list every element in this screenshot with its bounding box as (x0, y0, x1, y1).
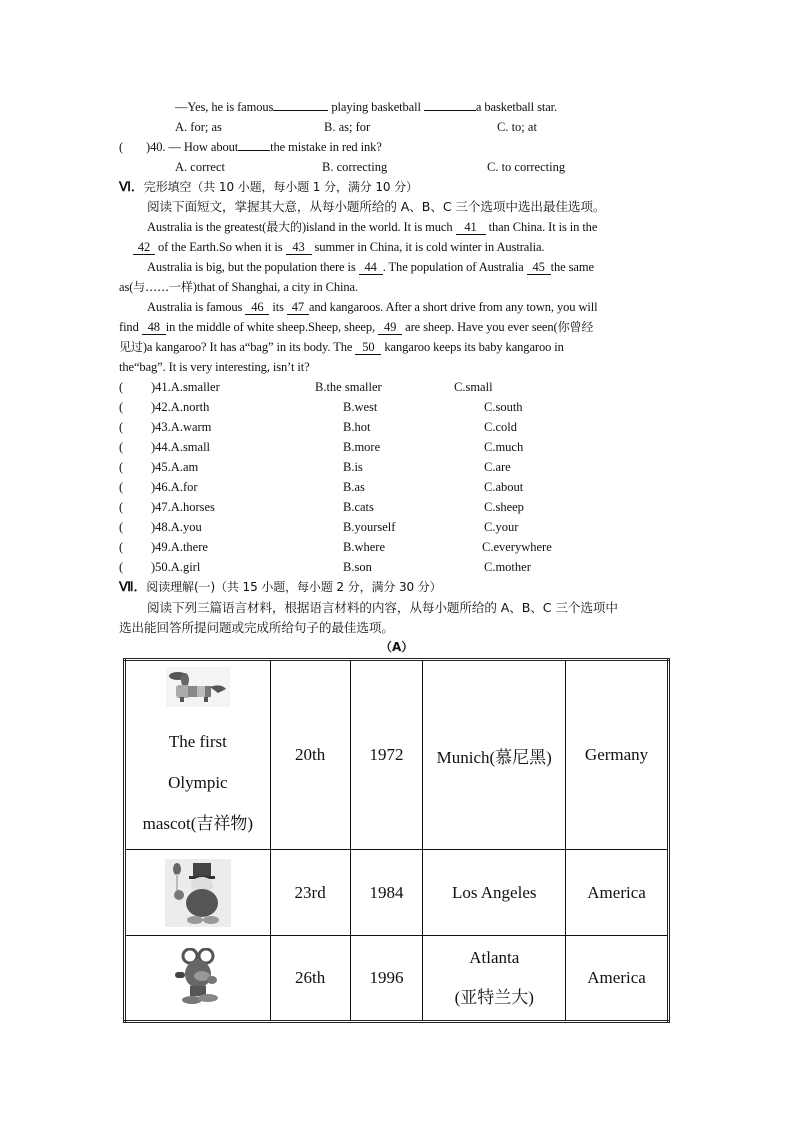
option-c: C.about (484, 480, 524, 494)
answer-paren[interactable]: ( (119, 460, 124, 474)
section7-roman: Ⅶ． (119, 579, 147, 594)
country-cell: America (566, 936, 669, 1022)
option-a: )42.A.north (151, 400, 210, 414)
passage-text: in the middle of white sheep.Sheep, sheep, (165, 320, 379, 334)
option-c: C.small (454, 380, 493, 394)
passage-a-caption: （A） (380, 640, 414, 654)
q39-option-b: B. as; for (324, 120, 371, 134)
answer-paren[interactable]: ( (119, 540, 124, 554)
option-c: C.south (484, 400, 523, 414)
year-cell: 1972 (350, 660, 423, 850)
olympic-mascot-table (123, 658, 670, 1023)
passage-line-7 (119, 337, 564, 357)
passage-text: )island in the world. It is much (301, 220, 456, 234)
blank-42[interactable]: 42 (133, 240, 155, 255)
section7-heading (119, 577, 442, 597)
country-cell: America (566, 850, 669, 936)
section6-roman: Ⅵ． (119, 179, 144, 194)
blank-46[interactable]: 46 (245, 300, 269, 315)
q40-stem-line (146, 137, 382, 157)
section6-title: 完形填空（共 10 小题，每小题 1 分，满分 10 分） (143, 180, 418, 194)
passage-text: and kangaroos. After a short drive from any town, you will (308, 300, 598, 314)
option-a: )47.A.horses (151, 500, 215, 514)
option-a: )43.A.warm (151, 420, 212, 434)
option-b: B.cats (343, 500, 374, 514)
q39-mid: playing basketball (331, 100, 421, 114)
q40-option-c: C. to correcting (487, 160, 566, 174)
answer-paren[interactable]: ( (119, 500, 124, 514)
passage-text: )that of Shanghai, a city in China. (192, 280, 359, 294)
passage-line-8: the“bag”. It is very interesting, isn’t it? (119, 360, 310, 374)
edition-cell: 20th (270, 660, 350, 850)
option-b: B.more (343, 440, 381, 454)
option-b: B.son (343, 560, 372, 574)
option-c: C.much (484, 440, 524, 454)
q39-blank-2[interactable] (424, 97, 476, 111)
answer-paren[interactable]: ( (119, 440, 124, 454)
passage-text: its (269, 300, 287, 314)
table-row (125, 850, 669, 936)
section6-heading (119, 177, 418, 197)
blank-50[interactable]: 50 (355, 340, 381, 355)
section6-instruction: 阅读下面短文，掌握其大意，从每小题所给的 A、B、C 三个选项中选出最佳选项。 (147, 199, 606, 214)
passage-text: kangaroo keeps its baby kangaroo in (381, 340, 564, 354)
option-a: )48.A.you (151, 520, 202, 534)
first-mascot-label-line-3: mascot(吉祥物) (142, 813, 254, 833)
passage-text: as( (119, 280, 134, 294)
option-b: B.as (343, 480, 365, 494)
option-a: )50.A.girl (151, 560, 201, 574)
option-b: B.is (343, 460, 363, 474)
city-cell: Los Angeles (423, 850, 566, 936)
passage-line-5 (147, 297, 598, 317)
mascot-cell (125, 660, 271, 850)
option-b: B.hot (343, 420, 371, 434)
passage-text: )a kangaroo? It has a“bag” in its body. The (142, 340, 356, 354)
blank-48[interactable]: 48 (142, 320, 166, 335)
blank-44[interactable]: 44 (359, 260, 383, 275)
option-a: )49.A.there (151, 540, 208, 554)
blank-41[interactable]: 41 (456, 220, 486, 235)
passage-text: of the Earth.So when it is (155, 240, 286, 254)
passage-line-4 (119, 277, 358, 297)
option-b: B.yourself (343, 520, 396, 534)
passage-cn-gloss: 与……一样 (133, 280, 193, 294)
answer-paren[interactable]: ( (119, 480, 124, 494)
passage-text: Australia is big, but the population there is (147, 260, 359, 274)
city-cell: Munich(慕尼黑) (423, 660, 566, 850)
city-cn-name: (亚特兰大) (454, 988, 534, 1007)
answer-paren[interactable]: ( (119, 420, 124, 434)
passage-text: Australia is the greatest( (147, 220, 267, 234)
option-a: )45.A.am (151, 460, 199, 474)
first-mascot-label-line-1: The first (168, 731, 227, 751)
option-c: C.cold (484, 420, 517, 434)
option-b: B.the smaller (315, 380, 382, 394)
section7-instruction-1: 阅读下列三篇语言材料，根据语言材料的内容，从每小题所给的 A、B、C 三个选项中 (147, 600, 618, 615)
passage-text: summer in China, it is cold winter in Australia. (311, 240, 545, 254)
first-mascot-label-line-2: Olympic (168, 772, 228, 792)
option-a: )41.A.smaller (151, 380, 220, 394)
answer-paren[interactable]: ( (119, 560, 124, 574)
answer-paren[interactable]: ( (119, 380, 124, 394)
mascot-cell (125, 850, 271, 936)
q40-blank[interactable] (238, 137, 270, 151)
year-cell: 1984 (350, 850, 423, 936)
q39-stem: —Yes, he is famous (175, 100, 274, 114)
passage-text: are sheep. Have you ever seen( (402, 320, 558, 334)
passage-text: Australia is famous (147, 300, 246, 314)
option-c: C.your (484, 520, 519, 534)
q39-option-c: C. to; at (497, 120, 537, 134)
edition-cell: 23rd (270, 850, 350, 936)
city-name: Atlanta (469, 948, 520, 967)
passage-text: find (119, 320, 142, 334)
passage-line-1 (147, 217, 597, 237)
passage-text: the same (550, 260, 594, 274)
passage-text: than China. It is in the (485, 220, 598, 234)
edition-cell: 26th (270, 936, 350, 1022)
passage-cn-gloss: 见过 (119, 340, 143, 354)
q39-stem-line (175, 97, 557, 117)
izzy-mascot-icon (172, 948, 224, 1008)
section7-title: 阅读理解(一)（共 15 小题，每小题 2 分，满分 30 分） (146, 580, 442, 594)
q40-end: the mistake in red ink? (270, 140, 382, 154)
passage-cn-gloss: 你曾经 (557, 320, 594, 334)
option-c: C.mother (484, 560, 531, 574)
year-cell: 1996 (350, 936, 423, 1022)
option-c: C.are (484, 460, 511, 474)
eagle-mascot-icon (165, 859, 231, 927)
table-row (125, 936, 669, 1022)
q40-option-a: A. correct (175, 160, 225, 174)
passage-cn-gloss: 最大的 (266, 220, 302, 234)
mascot-cell (125, 936, 271, 1022)
q39-option-a: A. for; as (175, 120, 222, 134)
q39-end: a basketball star. (475, 100, 558, 114)
q40-option-b: B. correcting (322, 160, 388, 174)
answer-paren[interactable]: ( (119, 400, 124, 414)
dachshund-mascot-icon (166, 667, 230, 707)
passage-line-6 (119, 317, 593, 337)
passage-line-2 (133, 237, 544, 257)
q40-answer-paren[interactable]: ( (119, 140, 124, 154)
option-b: B.west (343, 400, 378, 414)
city-cell (423, 936, 566, 1022)
option-a: )44.A.small (151, 440, 211, 454)
section7-instruction-2: 选出能回答所提问题或完成所给句子的最佳选项。 (119, 620, 394, 635)
blank-47[interactable]: 47 (287, 300, 309, 315)
country-cell: Germany (566, 660, 669, 850)
blank-45[interactable]: 45 (527, 260, 551, 275)
option-a: )46.A.for (151, 480, 198, 494)
passage-line-3 (147, 257, 594, 277)
option-c: C.everywhere (482, 540, 552, 554)
option-c: C.sheep (484, 500, 524, 514)
table-row (125, 660, 669, 850)
blank-43[interactable]: 43 (286, 240, 312, 255)
passage-text: . The population of Australia (382, 260, 527, 274)
q40-number: )40. — How about (146, 140, 239, 154)
option-b: B.where (343, 540, 385, 554)
blank-49[interactable]: 49 (378, 320, 402, 335)
q39-blank-1[interactable] (273, 97, 328, 111)
answer-paren[interactable]: ( (119, 520, 124, 534)
